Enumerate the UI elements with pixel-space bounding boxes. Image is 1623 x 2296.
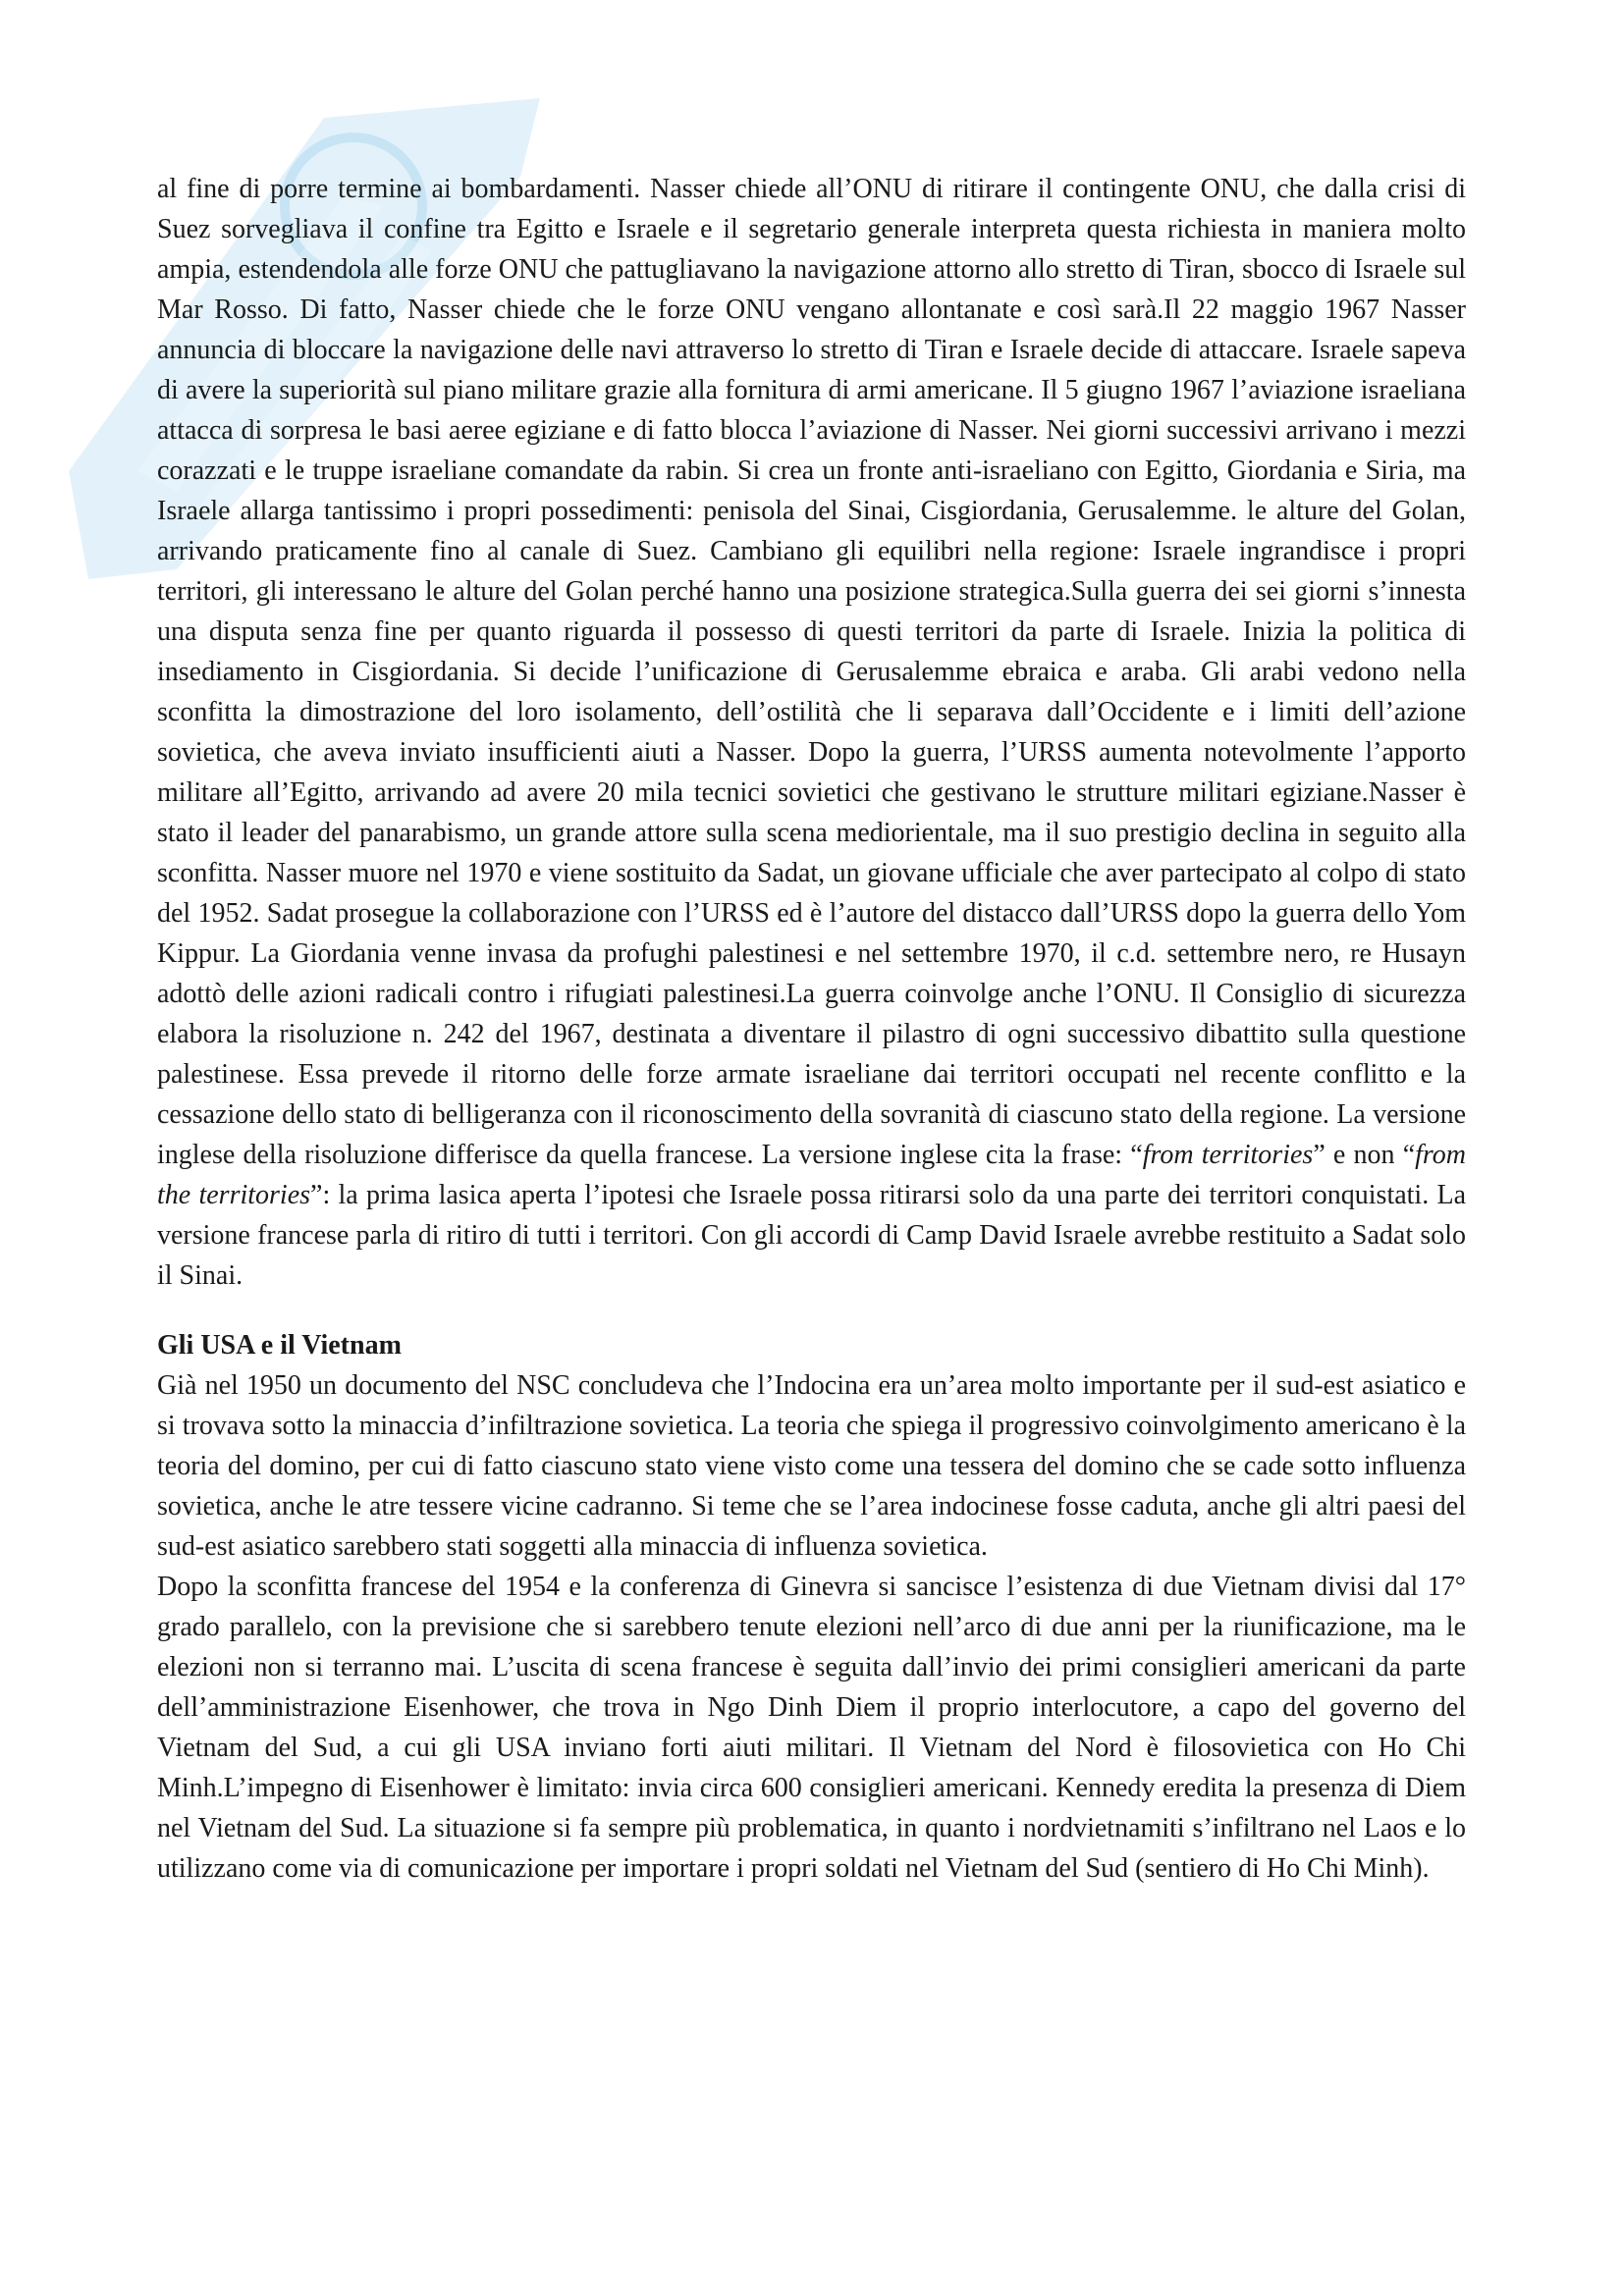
italic-phrase: from the territories xyxy=(157,1140,1466,1210)
paragraph-vietnam-division: Dopo la sconfitta francese del 1954 e la conferenza di Ginevra si sancisce l’esistenza di due Vietnam divisi dal 17° grado parallelo, con la previsione che si sarebbero tenute elezioni nell’arco di due anni per la riunificazione, ma le elezioni non si terranno mai. L’uscita di scena francese è seguita dall’invio dei primi consiglieri americani da parte dell’amministrazione Eisenhower, che trova in Ngo Dinh Diem il proprio interlocutore, a capo del governo del Vietnam del Sud, a cui gli USA inviano forti aiuti militari. Il Vietnam del Nord è filosovietica con Ho Chi Minh.L’impegno di Eisenhower è limitato: invia circa 600 consiglieri americani. Kennedy eredita la presenza di Diem nel Vietnam del Sud. La situazione si fa sempre più problematica, in quanto i nordvietnamiti s’infiltrano nel Laos e lo utilizzano come via di comunicazione per importare i propri soldati nel Vietnam del Sud (sentiero di Ho Chi Minh). xyxy=(157,1572,1466,1884)
section-heading: Gli USA e il Vietnam xyxy=(157,1330,402,1361)
paragraph-text: al fine di porre termine ai bombardamenti. Nasser chiede all’ONU di ritirare il contingente ONU, che dalla crisi di Suez sorvegliava il confine tra Egitto e Israele e il segretario generale interpreta questa richiesta in maniera molto ampia, estendendola alle forze ONU che pattugliavano la navigazione attorno allo stretto di Tiran, sbocco di Israele sul Mar Rosso. Di fatto, Nasser chiede che le forze ONU vengano allontanate e così sarà.Il 22 maggio 1967 Nasser annuncia di bloccare la navigazione delle navi attraverso lo stretto di Tiran e Israele decide di attaccare. Israele sapeva di avere la superiorità sul piano militare grazie alla fornitura di armi americane. Il 5 giugno 1967 l’aviazione israeliana attacca di sorpresa le basi aeree egiziane e di fatto blocca l’aviazione di Nasser. Nei giorni successivi arrivano i mezzi corazzati e le truppe israeliane comandate da rabin. Si crea un fronte anti-israeliano con Egitto, Giordania e Siria, ma Israele allarga tantissimo i propri possedimenti: penisola del Sinai, Cisgiordania, Gerusalemme. le alture del Golan, arrivando praticamente fino al canale di Suez. Cambiano gli equilibri nella regione: Israele ingrandisce i propri territori, gli interessano le alture del Golan perché hanno una posizione strategica.Sulla guerra dei sei giorni s’innesta una disputa senza fine per quanto riguarda il possesso di questi territori da parte di Israele. Inizia la politica di insediamento in Cisgiordania. Si decide l’unificazione di Gerusalemme ebraica e araba. Gli arabi vedono nella sconfitta la dimostrazione del loro isolamento, dell’ostilità che li separava dall’Occidente e i limiti dell’azione sovietica, che aveva inviato insufficienti aiuti a Nasser. Dopo la guerra, l’URSS aumenta notevolmente l’apporto militare all’Egitto, arrivando ad avere 20 mila tecnici sovietici che gestivano le strutture militari egiziane.Nasser è stato il leader del panarabismo, un grande attore sulla scena mediorientale, ma il suo prestigio declina in seguito alla sconfitta. Nasser muore nel 1970 e viene sostituito da Sadat, un giovane ufficiale che aver partecipato al colpo di stato del 1952. Sadat prosegue la collaborazione con l’URSS ed è l’autore del distacco dall’URSS dopo la guerra dello Yom Kippur. La Giordania venne invasa da profughi palestinesi e nel settembre 1970, il c.d. settembre nero, re Husayn adottò delle azioni radicali contro i rifugiati palestinesi.La guerra coinvolge anche l’ONU. Il Consiglio di sicurezza elabora la risoluzione n. 242 del 1967, destinata a diventare il pilastro di ogni successivo dibattito sulla questione palestinese. Essa prevede il ritorno delle forze armate israeliane dai territori occupati nel recente conflitto e la cessazione dello stato di belligeranza con il riconoscimento della sovranità di ciascuno stato della regione. La versione inglese della risoluzione differisce da quella francese. La versione inglese cita la frase: “ xyxy=(157,174,1466,1170)
paragraph-arab-israeli-war xyxy=(157,169,1466,1296)
document-page xyxy=(157,169,1466,1889)
paragraph-text: ” e non “ xyxy=(1313,1140,1416,1170)
italic-phrase: from territories xyxy=(1142,1140,1314,1170)
paragraph-domino-theory: Già nel 1950 un documento del NSC concludeva che l’Indocina era un’area molto importante per il sud-est asiatico e si trovava sotto la minaccia d’infiltrazione sovietica. La teoria che spiega il progressivo coinvolgimento americano è la teoria del domino, per cui di fatto ciascuno stato viene visto come una tessera del domino che se cade sotto influenza sovietica, anche le atre tessere vicine cadranno. Si teme che se l’area indocinese fosse caduta, anche gli altri paesi del sud-est asiatico sarebbero stati soggetti alla minaccia di influenza sovietica. xyxy=(157,1370,1466,1562)
paragraph-text: ”: la prima lasica aperta l’ipotesi che Israele possa ritirarsi solo da una parte dei territori conquistati. La versione francese parla di ritiro di tutti i territori. Con gli accordi di Camp David Israele avrebbe restituito a Sadat solo il Sinai. xyxy=(157,1180,1467,1291)
